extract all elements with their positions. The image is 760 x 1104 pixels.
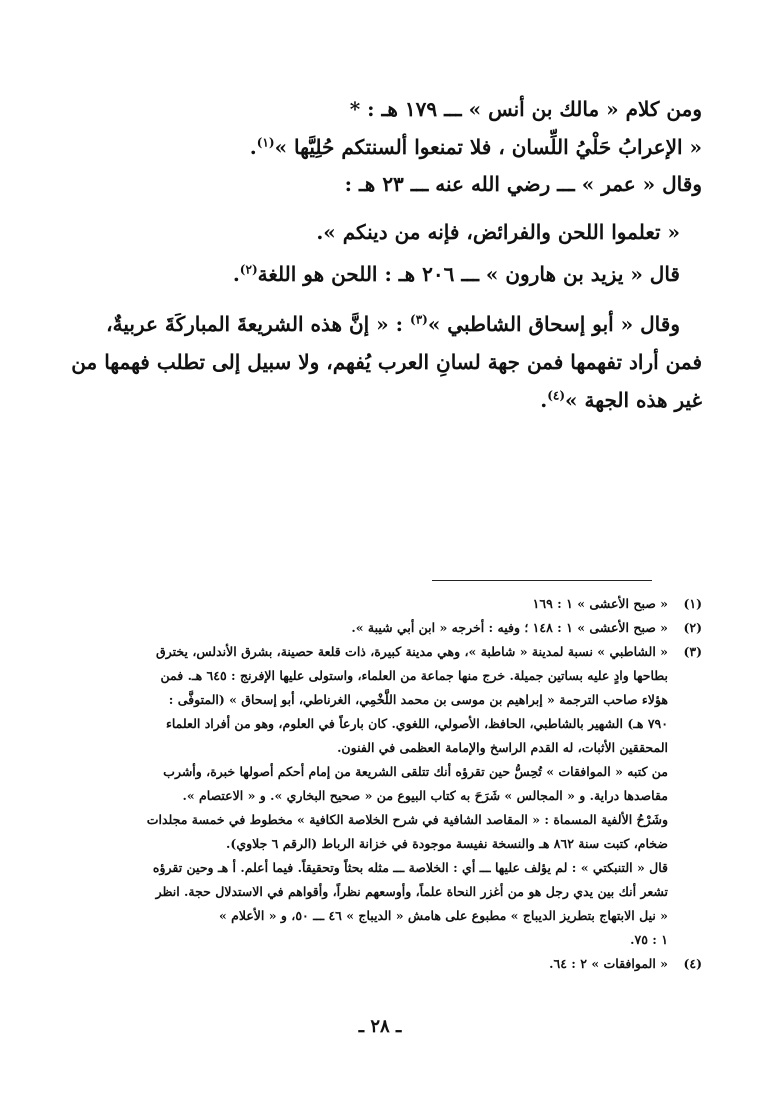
text-line-6 xyxy=(106,312,702,336)
footnote-line: ٧٩٠ هـ) الشهير بالشاطبي، الحافظ، الأصولي، اللغوي. كان بارعاً في العلوم، وهو من أفراد العلماء xyxy=(165,716,668,731)
footnote-3 xyxy=(54,640,702,952)
shatibi-quote-end: غير هذه الجهة » xyxy=(565,388,702,412)
footnote-line: هؤلاء صاحب الترجمة « إبراهيم بن موسى بن محمد اللَّخْمِي، الغرناطي، أبو إسحاق » (المتوفَّى : xyxy=(168,692,668,707)
text-line-1: ومن كلام « مالك بن أنس » ـــ ١٧٩ هـ : * xyxy=(349,97,702,121)
quote-yazid: قال « يزيد بن هارون » ـــ ٢٠٦ هـ : اللحن هو اللغة xyxy=(257,262,680,286)
text-line-2: « الإعرابُ حَلْيُ اللِّسان ، فلا تمنعوا ألسنتكم حُلِيَّها »$^{(١)}$. xyxy=(249,135,702,159)
footnote-line: ١ : ٧٥. xyxy=(630,932,668,947)
footnote-text: « الموافقات » ٢ : ٦٤. xyxy=(549,956,668,971)
footnote-line: مقاصدها دراية. و « المجالس » شَرَحَ به كتاب البيوع من « صحيح البخاري ». و « الاعتصام ». xyxy=(182,788,668,803)
footnote-number: (٢) xyxy=(683,620,702,635)
text-line-3: وقال « عمر » ـــ رضي الله عنه ـــ ٢٣ هـ : xyxy=(344,172,702,196)
footnote-line: بطاحها وادٍ عليه بساتين جميلة. خرج منها جماعة من العلماء، واستولى عليها الإفرنج : ٦٤٥ هـ. فمن xyxy=(160,668,668,683)
footnote-line: « الشاطبي » نسبة لمدينة « شاطبة »، وهي مدينة كبيرة، ذات قلعة حصينة، بشرق الأندلس، يخترق xyxy=(156,644,668,659)
footnote-line: « نيل الابتهاج بتطريز الديباج » مطبوع على هامش « الديباج » ٤٦ ـــ ٥٠، و « الأعلام » xyxy=(218,908,668,923)
footnote-ref-4[interactable]: (٤) xyxy=(547,388,566,403)
quote-malik: « الإعرابُ حَلْيُ اللِّسان ، فلا تمنعوا ألسنتكم حُلِيَّها » xyxy=(274,135,702,159)
footnote-text: « صبح الأعشى » ١ : ١٤٨ ؛ وفيه : أخرجه « ابن أبي شيبة ». xyxy=(351,620,668,635)
text-line-5: قال « يزيد بن هارون » ـــ ٢٠٦ هـ : اللحن هو اللغة$^{(٢)}$. xyxy=(232,262,680,286)
footnote-line: ضخام، كتبت سنة ٨٦٢ هـ والنسخة نفيسة موجودة في خزانة الرباط (الرقم ٦ جلاوي). xyxy=(226,836,668,851)
footnote-line: وشَرْحُ الألفية المسماة : « المقاصد الشافية في شرح الخلاصة الكافية » مخطوط في خمسة مجلدات xyxy=(146,812,668,827)
footnote-4 xyxy=(54,952,702,976)
footnote-number: (٣) xyxy=(683,644,702,659)
footnote-line: قال « التنبكتي » : لم يؤلف عليها ـــ أي : الخلاصة ـــ مثله بحثاً وتحقيقاً. فيما أعلم. أ هـ وحين تقرؤه xyxy=(152,860,668,875)
footnote-2 xyxy=(54,616,702,640)
footnote-number: (١) xyxy=(683,596,702,611)
footnote-1 xyxy=(54,592,702,616)
footnotes xyxy=(54,592,702,976)
footnote-number: (٤) xyxy=(683,956,702,971)
text-line-7: فمن أراد تفهمها فمن جهة لسانِ العرب يُفهم، ولا سبيل إلى تطلب فهمها من xyxy=(71,350,702,374)
footnote-line: المحققين الأثبات، له القدم الراسخ والإمامة العظمى في الفنون. xyxy=(337,740,668,755)
footnote-divider xyxy=(432,580,652,581)
footnote-ref-3[interactable]: (٣) xyxy=(410,312,428,327)
footnote-line: من كتبه « الموافقات » تُحِسُّ حين تقرؤه أنك تتلقى الشريعة من إمام أحكم أصولها خبرة، وأشرب xyxy=(163,764,668,779)
text-line-8: غير هذه الجهة »$^{(٤)}$. xyxy=(540,388,702,412)
footnote-ref-2[interactable]: (٢) xyxy=(239,262,258,277)
shatibi-quote-start: : « إنَّ هذه الشريعةَ المباركَةَ عربيةٌ، xyxy=(106,312,410,336)
page-number: ـ ٢٨ ـ xyxy=(358,1016,402,1037)
footnote-text: « صبح الأعشى » ١ : ١٦٩ xyxy=(532,596,668,611)
shatibi-intro: وقال « أبو إسحاق الشاطبي » xyxy=(427,312,680,336)
footnote-line: تشعر أنك بين يدي رجل هو من أغزر النحاة علماً، وأوسعهم نظراً، وأقواهم في الاستدلال حجة. انظر xyxy=(155,884,668,899)
footnote-ref-1[interactable]: (١) xyxy=(256,135,275,150)
text-line-4: « تعلموا اللحن والفرائض، فإنه من دينكم ». xyxy=(316,220,680,244)
